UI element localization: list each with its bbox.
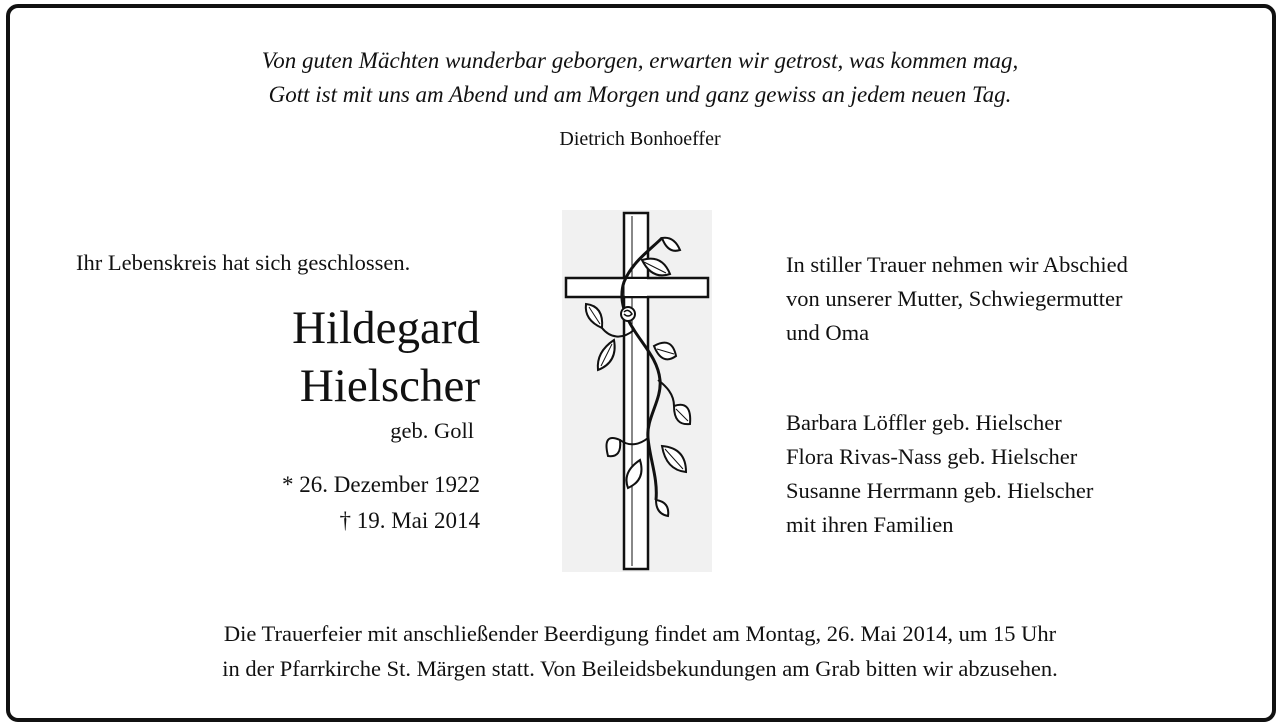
- quote-line-1: Von guten Mächten wunderbar geborgen, erwarten wir getrost, was kommen mag,: [261, 48, 1019, 73]
- mourner-name: Flora Rivas-Nass geb. Hielscher: [786, 444, 1078, 469]
- death-date: † 19. Mai 2014: [339, 508, 480, 533]
- farewell-line-3: und Oma: [786, 320, 870, 345]
- mourner-name: Barbara Löffler geb. Hielscher: [786, 410, 1062, 435]
- cross-with-rose-vine-icon: [562, 210, 712, 572]
- birth-date: * 26. Dezember 1922: [282, 472, 480, 497]
- farewell-text: [786, 248, 1128, 350]
- quote-author: Dietrich Bonhoeffer: [559, 128, 721, 150]
- deceased-first-name: Hildegard: [292, 302, 480, 354]
- quote-line-2: Gott ist mit uns am Abend und am Morgen und ganz gewiss an jedem neuen Tag.: [268, 82, 1012, 107]
- funeral-line-1: Die Trauerfeier mit anschließender Beerdigung findet am Montag, 26. Mai 2014, um 15 Uhr: [223, 621, 1057, 646]
- farewell-line-2: von unserer Mutter, Schwiegermutter: [786, 286, 1123, 311]
- maiden-name: geb. Goll: [390, 418, 474, 443]
- funeral-announcement: [0, 616, 1280, 686]
- mourners-list: [786, 406, 1093, 542]
- mourner-families: mit ihren Familien: [786, 512, 954, 537]
- farewell-line-1: In stiller Trauer nehmen wir Abschied: [786, 252, 1128, 277]
- deceased-last-name: Hielscher: [299, 360, 480, 412]
- mourner-name: Susanne Herrmann geb. Hielscher: [786, 478, 1094, 503]
- funeral-line-2: in der Pfarrkirche St. Märgen statt. Von Beileidsbekundungen am Grab bitten wir abzusehen.: [222, 656, 1058, 681]
- life-circle-text: Ihr Lebenskreis hat sich geschlossen.: [76, 250, 411, 275]
- bonhoeffer-quote: [0, 44, 1280, 112]
